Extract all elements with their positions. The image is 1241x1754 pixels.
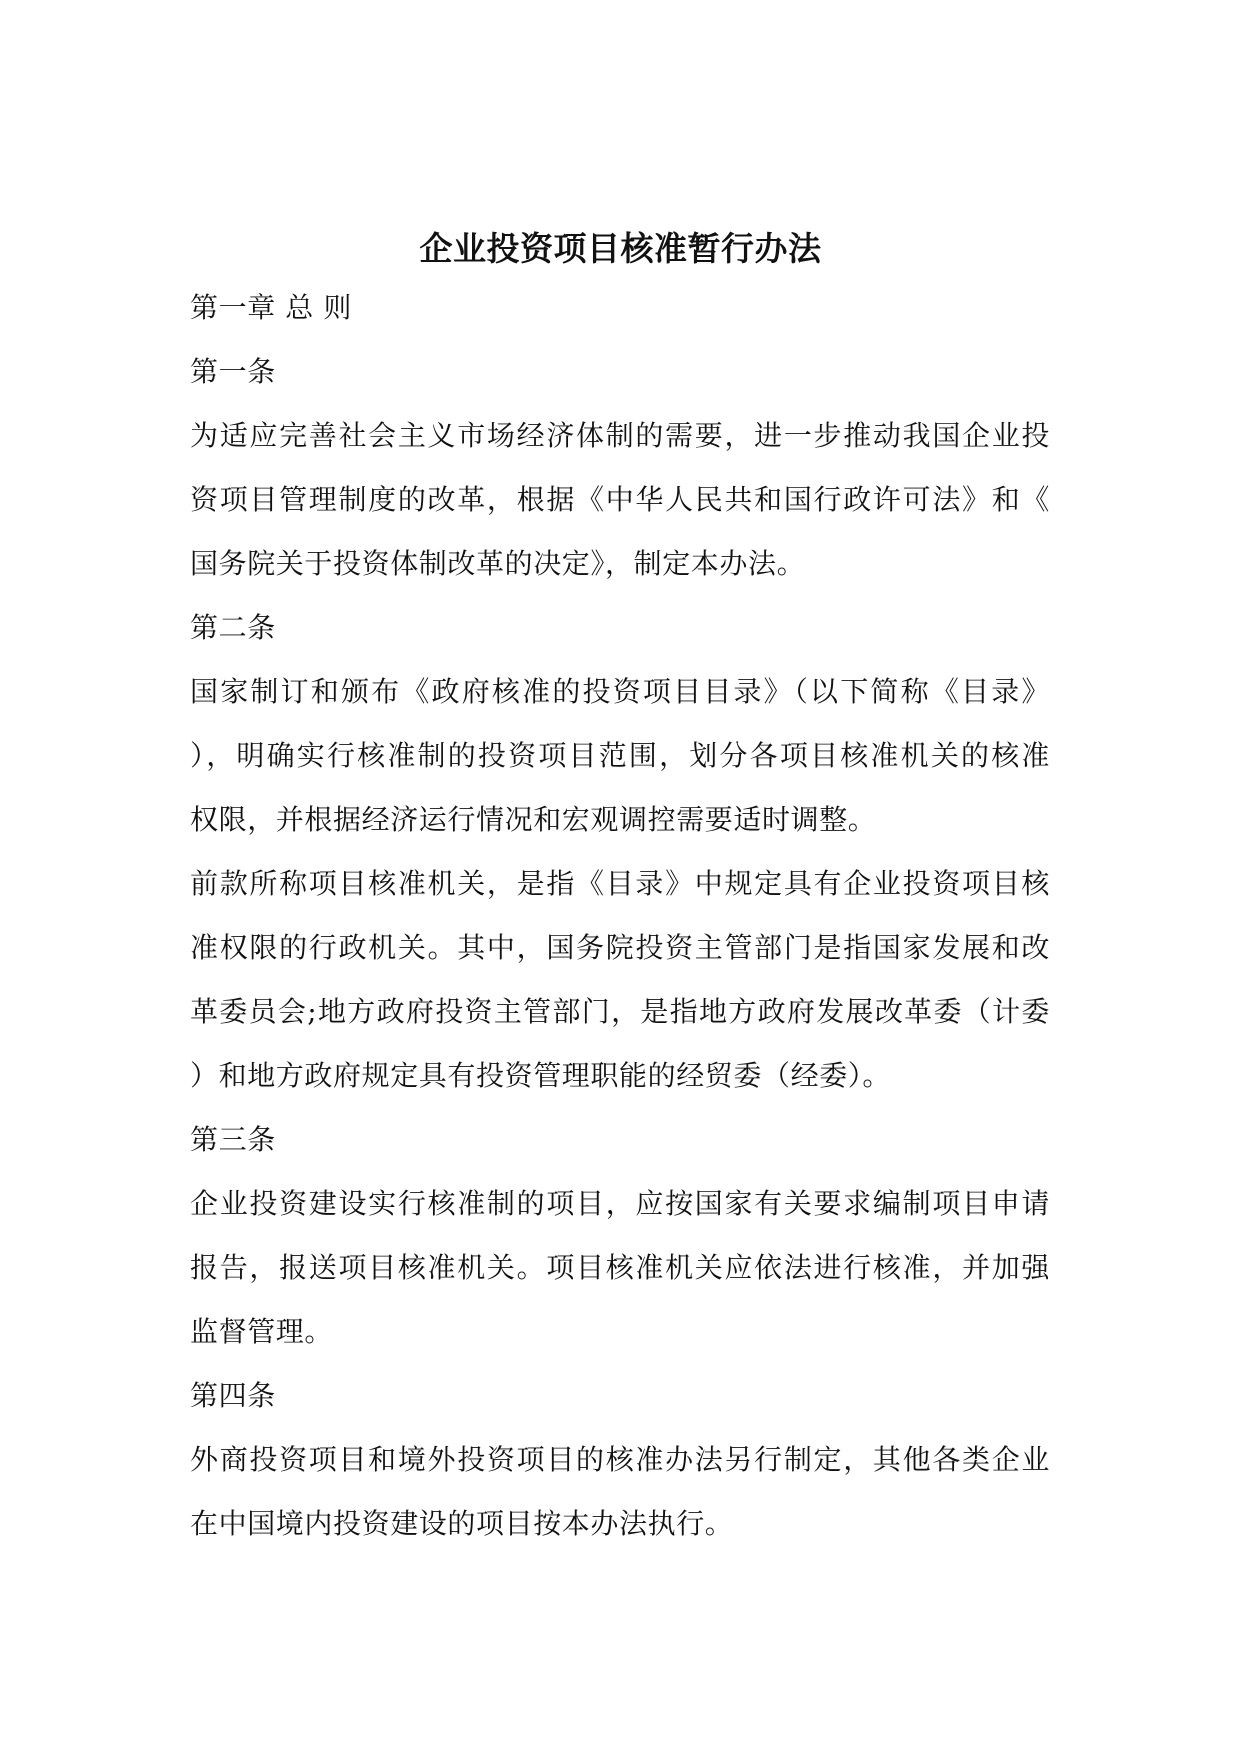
paragraph-line: 企业投资建设实行核准制的项目，应按国家有关要求编制项目申请 — [190, 1187, 1050, 1220]
paragraph-line: 外商投资项目和境外投资项目的核准办法另行制定，其他各类企业 — [190, 1443, 1050, 1476]
paragraph-line: 准权限的行政机关。其中，国务院投资主管部门是指国家发展和改 — [190, 931, 1050, 964]
paragraph-line: 为适应完善社会主义市场经济体制的需要，进一步推动我国企业投 — [190, 419, 1050, 452]
paragraph-line: 资项目管理制度的改革，根据《中华人民共和国行政许可法》和《 — [190, 483, 1050, 516]
article-heading: 第二条 — [190, 611, 276, 644]
paragraph-line: 前款所称项目核准机关，是指《目录》中规定具有企业投资项目核 — [190, 867, 1050, 900]
paragraph-line: 监督管理。 — [190, 1315, 334, 1348]
paragraph-line: 国家制订和颁布《政府核准的投资项目目录》（以下简称《目录》 — [190, 675, 1050, 708]
chapter-heading: 第一章 总 则 — [190, 291, 353, 324]
paragraph-line: ）和地方政府规定具有投资管理职能的经贸委（经委）。 — [190, 1059, 892, 1092]
paragraph-line: 权限，并根据经济运行情况和宏观调控需要适时调整。 — [190, 803, 877, 836]
paragraph-line: 革委员会;地方政府投资主管部门，是指地方政府发展改革委（计委 — [190, 995, 1050, 1028]
document-title: 企业投资项目核准暂行办法 — [419, 229, 822, 268]
paragraph-line: ），明确实行核准制的投资项目范围，划分各项目核准机关的核准 — [190, 739, 1050, 772]
paragraph-line: 报告，报送项目核准机关。项目核准机关应依法进行核准，并加强 — [190, 1251, 1050, 1284]
paragraph-line: 在中国境内投资建设的项目按本办法执行。 — [190, 1507, 734, 1540]
article-heading: 第一条 — [190, 355, 276, 388]
article-heading: 第四条 — [190, 1379, 276, 1412]
paragraph-line: 国务院关于投资体制改革的决定》，制定本办法。 — [190, 547, 806, 580]
article-heading: 第三条 — [190, 1123, 276, 1156]
